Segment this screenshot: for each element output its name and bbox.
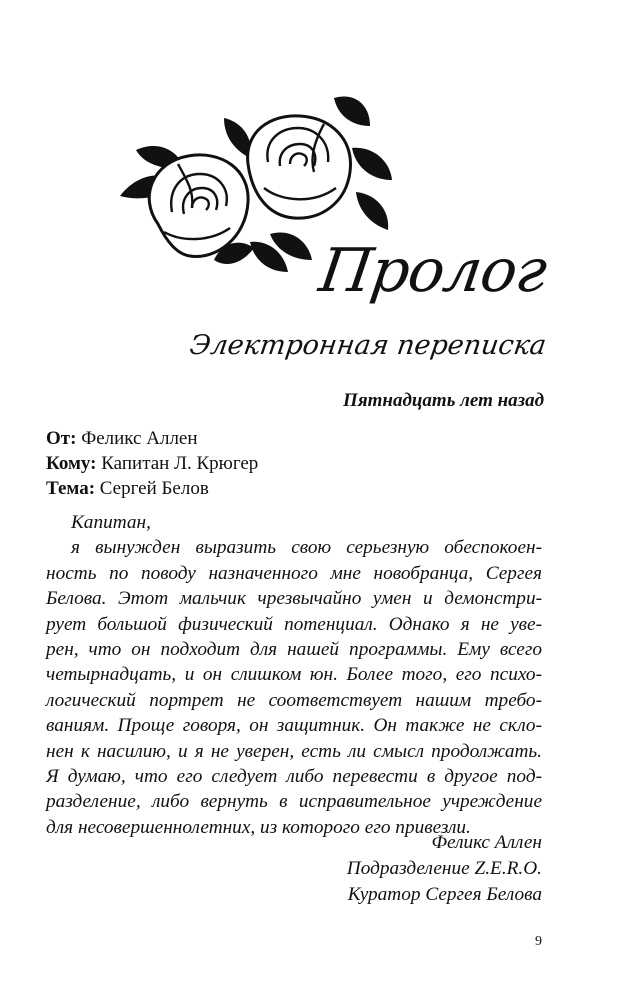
time-note: Пятнадцать лет назад [343,390,544,411]
email-header [46,426,258,501]
letter-body [46,510,542,840]
chapter-subtitle: Электронная переписка [187,330,549,361]
letter-line: Белова. Этот мальчик чрезвычайно умен и демонстри- [46,588,542,610]
to-line [46,451,258,476]
signature-block [347,830,542,908]
letter-line: четырнадцать, и он слишком юн. Более того, его психо- [46,664,542,686]
from-value: Феликс Аллен [81,428,198,449]
signature-name: Феликс Аллен [431,832,542,853]
letter-line: Я думаю, что его следует либо перевести в другое под- [46,766,542,788]
to-label: Кому: [46,453,97,474]
chapter-title: Пролог [315,236,551,306]
letter-line: рен, что он подходит для нашей программы. Ему всего [46,639,542,661]
to-value: Капитан Л. Крюгер [101,453,259,474]
from-label: От: [46,428,77,449]
letter-line: ность по поводу назначенного мне новобранца, Сергея [46,562,542,584]
letter-line: разделение, либо вернуть в исправительное учреждение [46,791,542,813]
letter-greeting: Капитан, [71,512,151,533]
letter-line: для несовершеннолетних, из которого его привезли. [46,816,471,838]
subject-line [46,476,258,501]
signature-role: Куратор Сергея Белова [347,884,542,905]
signature-unit: Подразделение Z.E.R.O. [346,858,542,879]
letter-line: я вынужден выразить свою серьезную обеспокоен- [71,537,542,559]
page-number: 9 [535,934,542,949]
letter-line: логический портрет не соответствует нашим требо- [46,689,542,711]
letter-line: рует большой физический потенциал. Однако я не уве- [46,613,542,635]
letter-line: нен к насилию, и я не уверен, есть ли смысл продолжать. [46,740,542,762]
subject-label: Тема: [46,478,96,499]
subject-value: Сергей Белов [99,478,209,499]
letter-line: ваниям. Проще говоря, он защитник. Он также не скло- [46,715,542,737]
from-line [46,426,258,451]
